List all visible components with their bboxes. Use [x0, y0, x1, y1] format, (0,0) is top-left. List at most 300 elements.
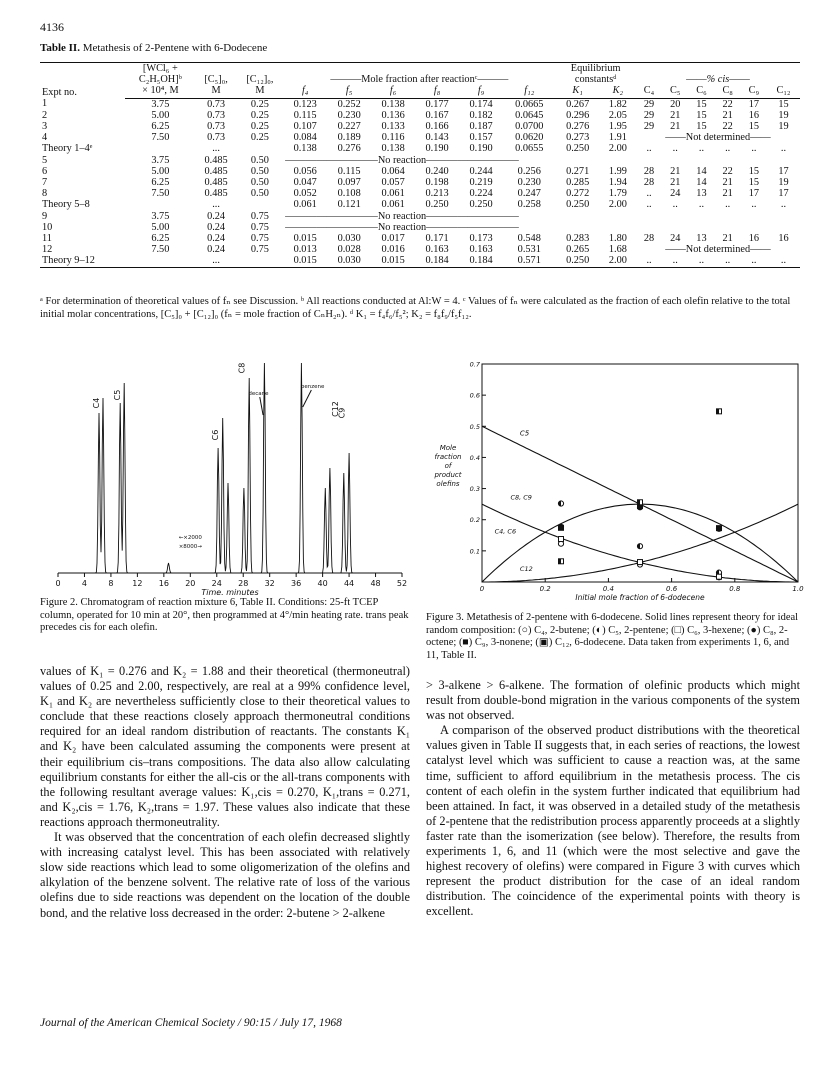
table-caption-text: Metathesis of 2-Pentene with 6-Dodecene	[82, 42, 268, 54]
cell-f5: 0.227	[337, 121, 361, 133]
table-row	[40, 188, 800, 199]
cell-c5: 0.24	[207, 233, 226, 245]
body-column-right	[426, 678, 800, 920]
cell-expt: Theory 1–4ᵉ	[42, 143, 93, 155]
cell-c5: 0.24	[207, 244, 226, 256]
cell-c5: 0.73	[207, 132, 226, 144]
cell-expt: 5	[42, 154, 48, 166]
point-c12-fill	[717, 409, 720, 414]
x-tick-label: 0	[55, 579, 61, 588]
cell-cis: 29	[643, 121, 655, 133]
cell-k2: 1.80	[608, 233, 627, 245]
cell-f4: 0.052	[293, 188, 317, 200]
cell-cis: 20	[670, 98, 681, 110]
x-tick-label: 8	[108, 579, 114, 588]
cell-f12: 0.0620	[515, 132, 544, 144]
y-tick-label: 0.6	[469, 391, 480, 400]
cell-f4: 0.138	[293, 143, 317, 155]
cell-cis: 13	[696, 233, 707, 245]
cell-f9: 0.224	[469, 188, 493, 200]
table-footnote: ᵃ For determination of theoretical values of fₙ see Discussion. ᵇ All reactions conducted at Al:W = 4. ᶜ Values of fₙ were calculated as the fraction of each olefin relative to the total initial molar concentrations, [C₅]₀ + [C₁₂]₀ (fₙ = mole fraction of CₙH₂ₙ). ᵈ K₁ = f₄f₆/f₅²; K₂ = f₈f₉/f₅f₁₂.	[40, 296, 791, 320]
cell-cis: 14	[696, 165, 707, 177]
cell-c12: 0.25	[250, 132, 269, 144]
cell-f12: 0.258	[517, 199, 541, 211]
cell-k2: 1.68	[608, 244, 627, 256]
cell-f6: 0.061	[381, 188, 405, 200]
cell-expt: 10	[42, 221, 53, 233]
cell-f8: 0.167	[425, 109, 449, 121]
col-expt: Expt no.	[40, 63, 125, 99]
cell-f4: 0.056	[293, 165, 317, 177]
x-tick-label: 28	[238, 579, 249, 588]
cell-expt: 12	[42, 244, 53, 256]
cell-f9: 0.244	[469, 165, 493, 177]
cell-c12	[237, 255, 284, 267]
cell-wcl: 7.50	[151, 132, 170, 144]
cell-c5: 0.24	[207, 210, 226, 222]
cell-c5: 0.73	[207, 121, 226, 133]
col-k2: K₂	[612, 85, 624, 97]
col-f9: f₉	[477, 85, 485, 97]
body-paragraph: It was observed that the concentration of each olefin decreased slightly with increasing catalyst level. This has been associated with relatively slow side reactions which lead to some oligomerization of the olefins and alkylation of the benzene solvent. The relative rate of loss of the various olefins due to side reactions was dependent on the location of the double bond, and the relative loss decreased in the order: 2-butene > 2-alkene	[40, 830, 410, 920]
cell-expt: 2	[42, 109, 48, 121]
x-tick-label: 0.2	[539, 585, 551, 593]
peak-label-c9: C9	[337, 407, 347, 419]
chromatogram-trace	[58, 363, 401, 573]
cell-cis: 17	[748, 98, 760, 110]
cell-f4: 0.123	[293, 98, 317, 110]
cell-k2: 1.94	[608, 177, 627, 189]
table-row	[40, 244, 800, 255]
cell-f6: 0.064	[381, 165, 405, 177]
col-c12: C₁₂	[767, 85, 800, 98]
cell-c5: 0.485	[204, 188, 228, 200]
y-tick-label: 0.7	[469, 360, 480, 369]
cell-f9: 0.174	[469, 98, 493, 110]
cell-c12	[237, 199, 284, 210]
point-c6	[559, 537, 564, 542]
cell-k1: 0.265	[566, 244, 590, 256]
cell-k1: 0.267	[566, 98, 590, 110]
cell-cis: 28	[643, 165, 655, 177]
cell-cis: 19	[778, 109, 789, 121]
cell-cis: 15	[748, 177, 760, 189]
cell-c12: 0.25	[250, 98, 269, 110]
cell-cis: 22	[722, 121, 733, 133]
col-pct-cis: ——% cis——	[686, 74, 750, 86]
y-axis-label-line: of	[444, 462, 452, 470]
col-c12-2: M	[237, 85, 284, 98]
cell-f9: 0.163	[469, 244, 493, 256]
cell-k2: 2.00	[600, 255, 636, 267]
cell-cis: ..	[715, 255, 741, 267]
cell-cis: 13	[696, 188, 707, 200]
table-row	[40, 121, 800, 132]
cell-c5: 0.485	[204, 177, 228, 189]
cell-cis: 21	[670, 177, 681, 189]
col-c9: C₉	[741, 85, 767, 98]
x-tick-label: 24	[211, 579, 222, 588]
figure3-plot	[428, 356, 808, 608]
cell-f8: 0.143	[425, 132, 449, 144]
cell-c12: 0.75	[250, 244, 269, 256]
cell-f6: 0.138	[381, 143, 405, 155]
cell-cis: 21	[722, 109, 733, 121]
col-f5: f₅	[345, 85, 353, 97]
cell-c12: 0.50	[250, 188, 269, 200]
cell-cis: ..	[767, 255, 800, 267]
cell-k1: 0.276	[566, 121, 590, 133]
point-c9	[717, 526, 722, 531]
point-c9	[559, 525, 564, 530]
cell-k1: 0.250	[555, 255, 599, 267]
cell-cis: ..	[698, 199, 705, 211]
cell-wcl: 6.25	[151, 177, 170, 189]
x-tick-label: 1.0	[792, 585, 804, 593]
cell-f8: 0.163	[425, 244, 449, 256]
y-tick-label: 0.5	[469, 422, 480, 431]
cell-f5: 0.121	[337, 199, 361, 211]
cell-f12: 0.0645	[515, 109, 544, 121]
cell-cis: 15	[778, 98, 789, 110]
table-row	[40, 143, 800, 154]
body-column-left	[40, 664, 410, 921]
col-c4: C₄	[636, 85, 662, 98]
cell-expt: Theory 5–8	[42, 199, 90, 211]
cell-k2: 2.00	[608, 143, 627, 155]
cell-f12: 0.0700	[515, 121, 544, 133]
point-c6	[717, 574, 722, 579]
col-f6: f₆	[389, 85, 397, 97]
cell-cis: ..	[725, 143, 731, 155]
cell-f9: 0.157	[469, 132, 493, 144]
table-row	[40, 110, 800, 121]
cell-c5: 0.73	[207, 109, 226, 121]
cell-expt: 1	[42, 98, 48, 110]
cell-cis: 28	[643, 177, 655, 189]
cell-c12: 0.50	[250, 177, 269, 189]
cell-c5: ...	[196, 255, 237, 267]
cell-expt: 4	[42, 132, 48, 144]
col-k1: K₁	[572, 85, 583, 97]
cell-wcl: 7.50	[151, 244, 170, 256]
cell-c5: 0.24	[207, 221, 226, 233]
cell-f9: 0.187	[469, 121, 493, 133]
cell-k2: 1.95	[608, 121, 627, 133]
col-c5-2: M	[196, 85, 237, 98]
point-c12-fill	[559, 559, 562, 564]
col-c5: C₅	[662, 85, 688, 98]
cell-cis: 19	[778, 177, 789, 189]
table-caption-label: Table II.	[40, 42, 80, 54]
annotation-benzene: benzene	[300, 384, 325, 390]
peak-label-c5: C5	[113, 389, 123, 401]
cell-cis: ..	[741, 255, 767, 267]
cell-wcl: 6.25	[151, 233, 170, 245]
cell-wcl: 6.25	[151, 121, 170, 133]
cell-f5: 0.030	[337, 233, 361, 245]
col-f8: f₈	[433, 85, 441, 97]
cell-f6: 0.017	[381, 233, 405, 245]
cell-f9: 0.190	[469, 143, 493, 155]
cell-expt: 6	[42, 165, 48, 177]
peak-label-c12: C12	[330, 401, 340, 417]
cell-f8: 0.240	[425, 165, 449, 177]
x-tick-label: 0.6	[666, 585, 678, 593]
peak-label-c6: C6	[211, 429, 221, 441]
cell-c12	[237, 143, 284, 154]
cell-f9: 0.173	[469, 233, 493, 245]
cell-cis: ..	[751, 199, 757, 211]
cell-wcl: 3.75	[151, 210, 170, 222]
cell-f4: 0.047	[293, 177, 317, 189]
cell-cis: 21	[722, 188, 733, 200]
cell-f12: 0.571	[503, 255, 555, 267]
cell-expt: Theory 9–12	[40, 255, 125, 267]
cell-cis: 22	[722, 165, 733, 177]
table-row	[40, 222, 800, 233]
cell-f5: 0.276	[337, 143, 361, 155]
col-mole-fraction: ———Mole fraction after reactionᶜ———	[330, 74, 509, 86]
cell-f4: 0.084	[293, 132, 317, 144]
cell-cis: 29	[643, 109, 655, 121]
cell-cis: ..	[725, 199, 731, 211]
table-row	[40, 98, 800, 110]
cell-f4: 0.061	[293, 199, 317, 211]
cell-k1: 0.250	[566, 199, 590, 211]
cell-f6: 0.136	[381, 109, 405, 121]
cell-f8: 0.184	[415, 255, 459, 267]
x-tick-label: 0.8	[729, 585, 741, 593]
cell-k2: 2.00	[608, 199, 627, 211]
table-row	[40, 166, 800, 177]
cell-expt: 8	[42, 188, 48, 200]
cell-cis: 21	[670, 165, 681, 177]
col-c6: C₆	[688, 85, 714, 98]
cell-cis: 17	[748, 188, 760, 200]
cell-f12: 0.0655	[515, 143, 544, 155]
table-row	[40, 255, 800, 267]
cell-wcl: 3.75	[151, 154, 170, 166]
cell-wcl: 5.00	[151, 221, 170, 233]
cell-f8: 0.171	[425, 233, 449, 245]
cell-not-determined: ——Not determined——	[665, 244, 771, 256]
peak-label-c8: C8	[237, 362, 247, 374]
cell-c12: 0.75	[250, 210, 269, 222]
cell-wcl: 5.00	[151, 165, 170, 177]
figure2-chromatogram	[40, 355, 410, 595]
cell-cis: 29	[643, 98, 655, 110]
cell-wcl: 3.75	[151, 98, 170, 110]
cell-cis: ..	[636, 255, 662, 267]
cell-c5: 0.485	[204, 154, 228, 166]
cell-c5: ...	[212, 143, 220, 155]
point-c12-fill	[638, 500, 641, 505]
cell-no-reaction: —————————No reaction—————————	[285, 210, 519, 222]
cell-c12: 0.25	[250, 121, 269, 133]
cell-cis: 22	[722, 98, 733, 110]
cell-k1: 0.271	[566, 165, 590, 177]
y-tick-label: 0.4	[469, 453, 480, 462]
cell-cis: ..	[672, 143, 678, 155]
table-row	[40, 132, 800, 143]
cell-expt: 11	[42, 233, 52, 245]
cell-cis: ..	[780, 143, 787, 155]
cell-cis: 24	[670, 233, 681, 245]
cell-f6: 0.015	[371, 255, 415, 267]
col-c12-1: [C₁₂]₀,	[246, 74, 274, 86]
cell-c12: 0.50	[250, 154, 269, 166]
curve-label-c8-c9: C8, C9	[510, 493, 532, 502]
cell-wcl	[125, 143, 195, 154]
table-row	[40, 211, 800, 222]
table-row	[40, 177, 800, 188]
cell-k1: 0.285	[566, 177, 590, 189]
cell-k1: 0.296	[566, 109, 590, 121]
x-tick-label: 40	[317, 579, 328, 588]
cell-cis: 15	[696, 109, 707, 121]
y-tick-label: 0.2	[469, 516, 480, 525]
cell-f12: 0.230	[517, 177, 541, 189]
attenuation-label: ×8000→	[178, 544, 202, 550]
cell-f8: 0.177	[425, 98, 449, 110]
cell-f8: 0.166	[425, 121, 449, 133]
x-tick-label: 52	[396, 579, 408, 588]
cell-k2: 1.99	[608, 165, 627, 177]
cell-k1: 0.273	[566, 132, 590, 144]
cell-not-determined: ——Not determined——	[665, 132, 771, 144]
cell-cis: 15	[748, 121, 760, 133]
cell-f8: 0.250	[425, 199, 449, 211]
cell-c5: ...	[212, 199, 220, 211]
x-tick-label: 12	[132, 579, 143, 588]
cell-cis: 17	[778, 188, 789, 200]
cell-c12: 0.25	[250, 109, 269, 121]
cell-cis: 21	[670, 109, 681, 121]
cell-cis: 21	[722, 233, 733, 245]
cell-f9: 0.219	[469, 177, 493, 189]
table-caption	[40, 42, 267, 54]
annotation-pointer	[260, 397, 263, 415]
cell-f8: 0.198	[425, 177, 449, 189]
cell-cis: ..	[688, 255, 714, 267]
cell-f4: 0.013	[293, 244, 317, 256]
cell-f6: 0.138	[381, 98, 405, 110]
cell-f5: 0.028	[337, 244, 361, 256]
cell-f5: 0.108	[337, 188, 361, 200]
cell-expt: 3	[42, 121, 48, 133]
cell-f6: 0.061	[381, 199, 405, 211]
col-c8: C₈	[715, 85, 741, 98]
cell-cis: ..	[646, 199, 652, 211]
cell-k2: 1.91	[608, 132, 627, 144]
attenuation-label: ←×2000	[178, 535, 202, 541]
cell-cis: ..	[672, 199, 678, 211]
x-tick-label: 44	[343, 579, 355, 588]
col-c5-1: [C₅]₀,	[204, 74, 228, 86]
cell-cis: 15	[748, 165, 760, 177]
cell-f12: 0.256	[517, 165, 541, 177]
x-tick-label: 16	[158, 579, 169, 588]
peak-label-c4: C4	[92, 397, 101, 409]
annotation-decane: decane	[248, 391, 269, 397]
cell-cis: 28	[643, 233, 655, 245]
cell-cis: 17	[778, 165, 789, 177]
cell-c5: 0.485	[204, 165, 228, 177]
cell-f5: 0.030	[327, 255, 371, 267]
figure3-caption: Figure 3. Metathesis of 2-pentene with 6-dodecene. Solid lines represent theory for ideal random composition: (○) C₄, 2-butene; (◐) C₅, 2-pentene; (□) C₆, 3-hexene; (●) C₈, 2-octene; (■) C₉, 3-nonene; (▣) C₁₂, 6-dodecene. Data taken from experiments 1, 6, and 11, Table II.	[426, 612, 799, 661]
cell-wcl	[125, 255, 195, 267]
cell-expt: 7	[42, 177, 48, 189]
cell-k1: 0.283	[566, 233, 590, 245]
cell-c12: 0.75	[250, 233, 269, 245]
cell-f6: 0.116	[381, 132, 405, 144]
cell-f4: 0.015	[283, 255, 327, 267]
y-tick-label: 0.1	[469, 547, 480, 556]
col-equilibrium-1: Equilibrium	[555, 63, 635, 75]
cell-cis: 14	[696, 177, 707, 189]
curve-label-c12: C12	[519, 565, 533, 574]
x-axis-label: Initial mole fraction of 6-dodecene	[575, 593, 705, 602]
cell-cis: 15	[696, 121, 707, 133]
cell-f4: 0.107	[293, 121, 317, 133]
cell-f9: 0.182	[469, 109, 493, 121]
y-axis-label-line: olefins	[436, 480, 460, 488]
cell-cis: 24	[670, 188, 681, 200]
cell-k1: 0.272	[566, 188, 590, 200]
cell-f5: 0.097	[337, 177, 361, 189]
cell-cis: ..	[751, 143, 757, 155]
cell-f5: 0.115	[337, 165, 361, 177]
col-f12: f₁₂	[524, 85, 535, 97]
col-wcl-1: [WCl₆ +	[125, 63, 195, 75]
x-tick-label: 36	[291, 579, 302, 588]
cell-f6: 0.057	[381, 177, 405, 189]
cell-f6: 0.016	[381, 244, 405, 256]
page-number: 4136	[40, 20, 64, 34]
cell-f8: 0.213	[425, 188, 449, 200]
x-tick-label: 0	[479, 585, 485, 593]
y-axis-label-line: Mole	[439, 444, 457, 452]
cell-f4: 0.115	[293, 109, 317, 121]
journal-footer: Journal of the American Chemical Society / 90:15 / July 17, 1968	[40, 1017, 342, 1029]
cell-c5: 0.73	[207, 98, 226, 110]
cell-wcl: 7.50	[151, 188, 170, 200]
cell-f9: 0.250	[469, 199, 493, 211]
cell-f12: 0.548	[517, 233, 541, 245]
cell-cis: 15	[696, 98, 707, 110]
cell-cis: ..	[698, 143, 705, 155]
curve-label-c4-c6: C4, C6	[494, 527, 517, 536]
cell-wcl: 5.00	[151, 109, 170, 121]
y-axis-label-line: fraction	[434, 453, 462, 461]
cell-cis: ..	[646, 143, 652, 155]
cell-c12: 0.50	[250, 165, 269, 177]
cell-k2: 1.79	[608, 188, 627, 200]
x-tick-label: 48	[370, 579, 381, 588]
cell-f6: 0.133	[381, 121, 405, 133]
cell-f5: 0.230	[337, 109, 361, 121]
cell-f4: 0.015	[293, 233, 317, 245]
figure2-caption: Figure 2. Chromatogram of reaction mixture 6, Table II. Conditions: 25-ft TCEP column, operated for 10 min at 20°, then programmed at 4°/min heating rate. trans peak precedes cis for each olefin.	[40, 597, 409, 633]
cell-cis: ..	[662, 255, 688, 267]
annotation-pointer	[303, 390, 312, 407]
cell-f12: 0.0665	[515, 98, 544, 110]
y-tick-label: 0.3	[469, 485, 480, 494]
col-equilibrium-2: constantsᵈ	[574, 74, 617, 86]
col-f4: f₄	[301, 85, 309, 97]
x-tick-label: 4	[81, 579, 88, 588]
